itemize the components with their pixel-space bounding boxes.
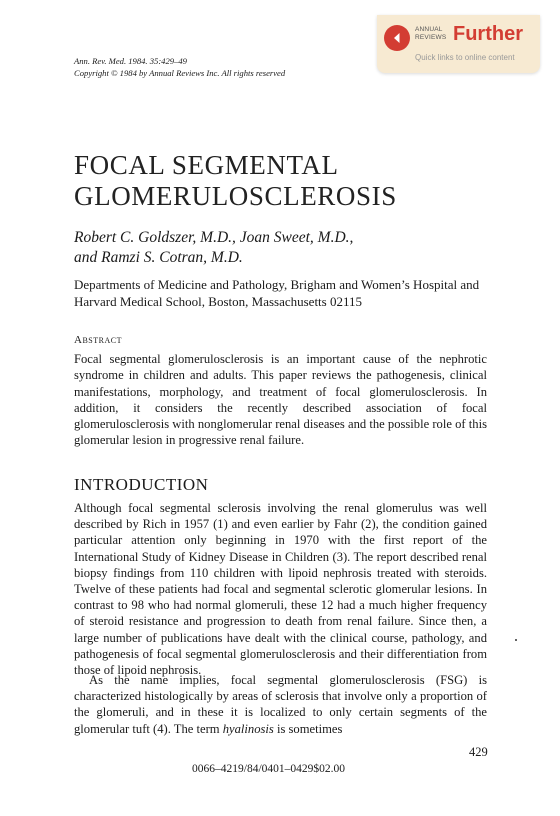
copyright-notice: Copyright © 1984 by Annual Reviews Inc. All rights reserved <box>74 68 286 78</box>
abstract-body: Focal segmental glomerulosclerosis is an important cause of the nephrotic syndrome in children and adults. This paper reviews the pathogenesis, clinical manifestations, morphology, and treatment of focal glomerulosclerosis. In addition, it considers the recently described association of focal glomerulosclerosis with nonglomerular renal diseases and the possible role of this glomerular lesion in progressive renal failure. <box>74 352 487 448</box>
annual-reviews-wordmark: ANNUAL REVIEWS <box>415 26 447 41</box>
journal-meta <box>74 55 285 79</box>
introduction-paragraph-2: As the name implies, focal segmental glomerulosclerosis (FSG) is characterized histologically by areas of sclerosis that involve only a proportion of the glomeruli, and in these it is localized to only certain segments of the glomerular tuft (4). The term hyalinosis is sometimes <box>74 673 487 736</box>
article-code: 0066–4219/84/0401–0429$02.00 <box>192 763 346 775</box>
journal-citation: Ann. Rev. Med. 1984. 35:429–49 <box>74 56 187 66</box>
author-affiliation: Departments of Medicine and Pathology, Brigham and Women’s Hospital and Harvard Medical School, Boston, Massachusetts 02115 <box>74 277 480 309</box>
emphasized-term: hyalinosis <box>222 721 274 736</box>
introduction-heading: INTRODUCTION <box>74 475 209 494</box>
further-tagline: Quick links to online content <box>415 53 515 62</box>
article-authors: Robert C. Goldszer, M.D., Joan Sweet, M.D., and Ramzi S. Cotran, M.D. <box>74 229 354 266</box>
further-banner[interactable] <box>377 15 540 73</box>
abstract-heading: Abstract <box>74 334 122 346</box>
introduction-paragraph-1: Although focal segmental sclerosis involving the renal glomerulus was well described by Rich in 1957 (1) and even earlier by Fahr (2), the condition gained particular attention only beginning in 1970 with the first report of the International Study of Kidney Disease in Children (3). The report described renal biopsy findings from 110 children with lipoid nephrosis treated with steroids. Twelve of these patients had focal and segmental sclerotic glomerular lesions. In contrast to 98 who had normal glomeruli, these 12 had a much higher frequency of steroid resistance and progression to death from renal failure. Since then, a large number of publications have dealt with the clinical course, pathology, and pathogenesis of focal segmental glomerulosclerosis and their differentiation from those of lipoid nephrosis. <box>74 501 487 678</box>
further-wordmark: Further <box>453 23 523 45</box>
page-number: 429 <box>469 745 488 759</box>
stray-mark <box>515 639 517 641</box>
play-arrow-icon <box>384 25 410 51</box>
article-title: FOCAL SEGMENTAL GLOMERULOSCLEROSIS <box>74 150 397 211</box>
